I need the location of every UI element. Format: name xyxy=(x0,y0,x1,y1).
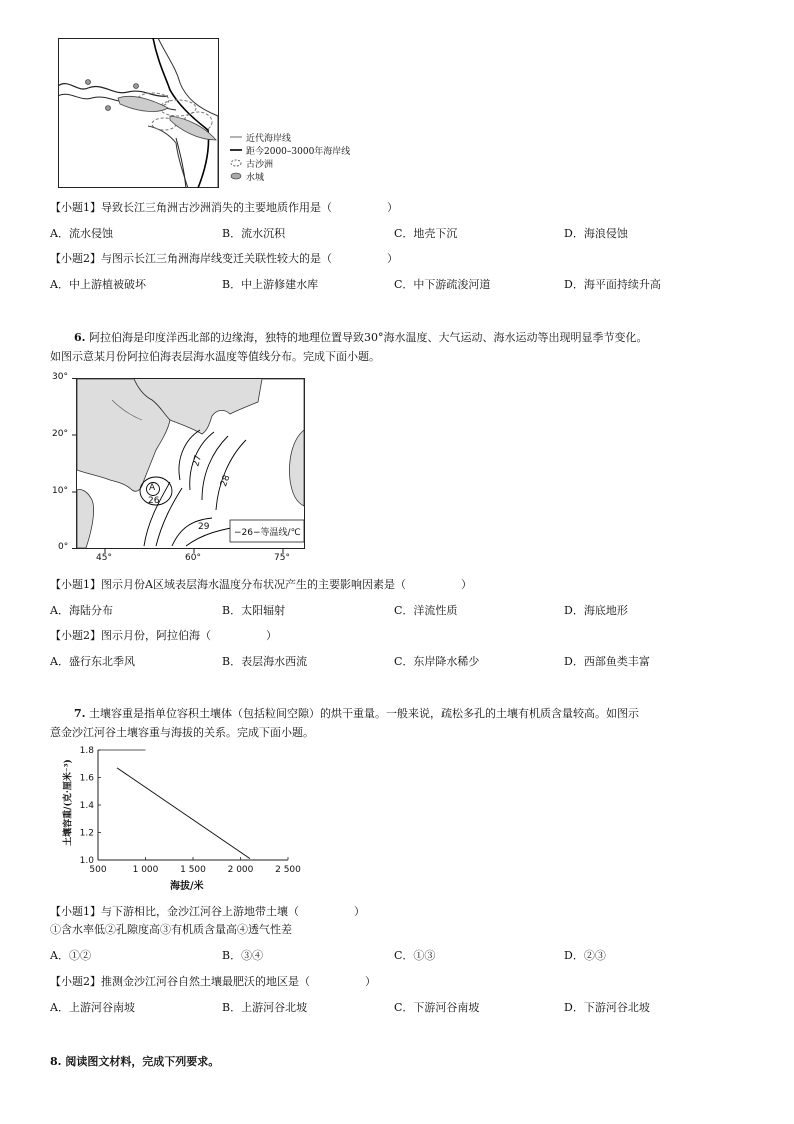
lat-label-10: 10° xyxy=(52,486,68,496)
q6-sub1-options xyxy=(50,602,750,618)
legend-water-town: 水城 xyxy=(246,173,265,183)
option-a[interactable]: A．流水侵蚀 xyxy=(50,227,113,240)
lat-label-0: 0° xyxy=(58,542,69,552)
isotherm-legend: −26−等温线/℃ xyxy=(234,528,301,538)
q7-sub1-stem: 【小题1】与下游相比，金沙江河谷上游地带土壤（ ） xyxy=(50,905,365,918)
q6-line1: 阿拉伯海是印度洋西北部的边缘海，独特的地理位置导致30°海水温度、大气运动、海水运动等出现明显季节变化。 xyxy=(88,331,648,344)
q7-sub2-options xyxy=(50,999,750,1015)
option-d[interactable]: D．海浪侵蚀 xyxy=(564,227,628,240)
lon-label-75: 75° xyxy=(274,553,290,563)
soil-density-chart-svg xyxy=(52,744,302,892)
legend-ancient-sandbar: 古沙洲 xyxy=(246,160,274,170)
q5-sub1-options xyxy=(50,225,750,241)
q6-line2: 如图示意某月份阿拉伯海表层海水温度等值线分布。完成下面小题。 xyxy=(50,350,380,363)
x-tick-label: 1 000 xyxy=(132,865,159,875)
q5-sub1-stem: 【小题1】导致长江三角洲古沙洲消失的主要地质作用是（ ） xyxy=(50,201,398,214)
option-b[interactable]: B．中上游修建水库 xyxy=(222,278,319,291)
q8-heading: 8. 阅读图文材料，完成下列要求。 xyxy=(50,1055,220,1068)
option-d[interactable]: D．海平面持续升高 xyxy=(564,278,661,291)
q7-sub1-statements: ①含水率低②孔隙度高③有机质含量高④透气性差 xyxy=(50,923,292,936)
lat-label-20: 20° xyxy=(52,429,68,439)
yangtze-delta-map xyxy=(58,38,358,188)
lon-label-45: 45° xyxy=(96,553,112,563)
series-line xyxy=(117,768,250,859)
lat-label-30: 30° xyxy=(52,372,68,382)
lon-label-60: 60° xyxy=(185,553,201,563)
option-c[interactable]: C．下游河谷南坡 xyxy=(394,1001,480,1014)
q6-number: 6. xyxy=(74,331,86,344)
option-d[interactable]: D．②③ xyxy=(564,949,606,962)
option-a[interactable]: A．海陆分布 xyxy=(50,604,113,617)
q7-sub1-options xyxy=(50,947,750,963)
option-b[interactable]: B．上游河谷北坡 xyxy=(222,1001,308,1014)
y-tick-label: 1.0 xyxy=(79,856,94,866)
option-b[interactable]: B．③④ xyxy=(222,949,264,962)
q6-passage xyxy=(50,328,750,366)
q5-sub2-options xyxy=(50,276,750,292)
option-c[interactable]: C．①③ xyxy=(394,949,436,962)
y-tick-label: 1.2 xyxy=(79,828,94,839)
x-tick-label: 2 000 xyxy=(227,865,254,875)
option-b[interactable]: B．表层海水西流 xyxy=(222,655,308,668)
isotherm-label-26: 26 xyxy=(148,496,160,506)
q6-sub2-options xyxy=(50,653,750,669)
option-b[interactable]: B．太阳辐射 xyxy=(222,604,286,617)
q6-sub1-stem: 【小题1】图示月份A区域表层海水温度分布状况产生的主要影响因素是（ ） xyxy=(50,578,472,591)
q6-sub2-stem: 【小题2】图示月份，阿拉伯海（ ） xyxy=(50,629,277,642)
option-a[interactable]: A．①② xyxy=(50,949,91,962)
option-d[interactable]: D．西部鱼类丰富 xyxy=(564,655,650,668)
option-b[interactable]: B．流水沉积 xyxy=(222,227,286,240)
option-c[interactable]: C．洋流性质 xyxy=(394,604,458,617)
isotherm-label-27: 27 xyxy=(191,454,205,468)
option-d[interactable]: D．下游河谷北坡 xyxy=(564,1001,650,1014)
legend-ancient-coastline: 距今2000–3000年海岸线 xyxy=(246,147,351,157)
y-tick-label: 1.8 xyxy=(79,746,94,756)
q7-number: 7. xyxy=(74,707,86,720)
arabian-sea-isotherm-map xyxy=(52,370,312,566)
q7-line1: 土壤容重是指单位容积土壤体（包括粒间空隙）的烘干重量。一般来说，疏松多孔的土壤有机质含量较高。如图示 xyxy=(88,707,639,720)
x-tick-label: 1 500 xyxy=(180,865,206,875)
point-a-label: A xyxy=(149,483,156,493)
option-c[interactable]: C．中下游疏浚河道 xyxy=(394,278,491,291)
option-a[interactable]: A．上游河谷南坡 xyxy=(50,1001,135,1014)
legend-modern-coastline: 近代海岸线 xyxy=(246,134,292,144)
q7-sub2-stem: 【小题2】推测金沙江河谷自然土壤最肥沃的地区是（ ） xyxy=(50,975,376,988)
q7-line2: 意金沙江河谷土壤容重与海拔的关系。完成下面小题。 xyxy=(50,726,314,739)
q7-passage xyxy=(50,704,750,742)
q5-sub2-stem: 【小题2】与图示长江三角洲海岸线变迁关联性较大的是（ ） xyxy=(50,252,398,265)
y-tick-label: 1.6 xyxy=(79,773,94,784)
option-a[interactable]: A．中上游植被破坏 xyxy=(50,278,146,291)
y-tick-label: 1.4 xyxy=(79,801,94,811)
yangtze-map-svg xyxy=(58,38,358,188)
option-a[interactable]: A．盛行东北季风 xyxy=(50,655,135,668)
isotherm-label-28: 28 xyxy=(219,473,233,489)
option-c[interactable]: C．东岸降水稀少 xyxy=(394,655,480,668)
option-d[interactable]: D．海底地形 xyxy=(564,604,628,617)
isotherm-label-29: 29 xyxy=(198,522,210,532)
y-axis-label: 土壤容重/(克·厘米⁻³) xyxy=(63,759,74,846)
option-c[interactable]: C．地壳下沉 xyxy=(394,227,458,240)
x-tick-label: 500 xyxy=(89,865,107,875)
soil-density-chart xyxy=(52,744,302,892)
x-tick-label: 2 500 xyxy=(275,865,301,875)
x-axis-label: 海拔/米 xyxy=(170,881,204,892)
